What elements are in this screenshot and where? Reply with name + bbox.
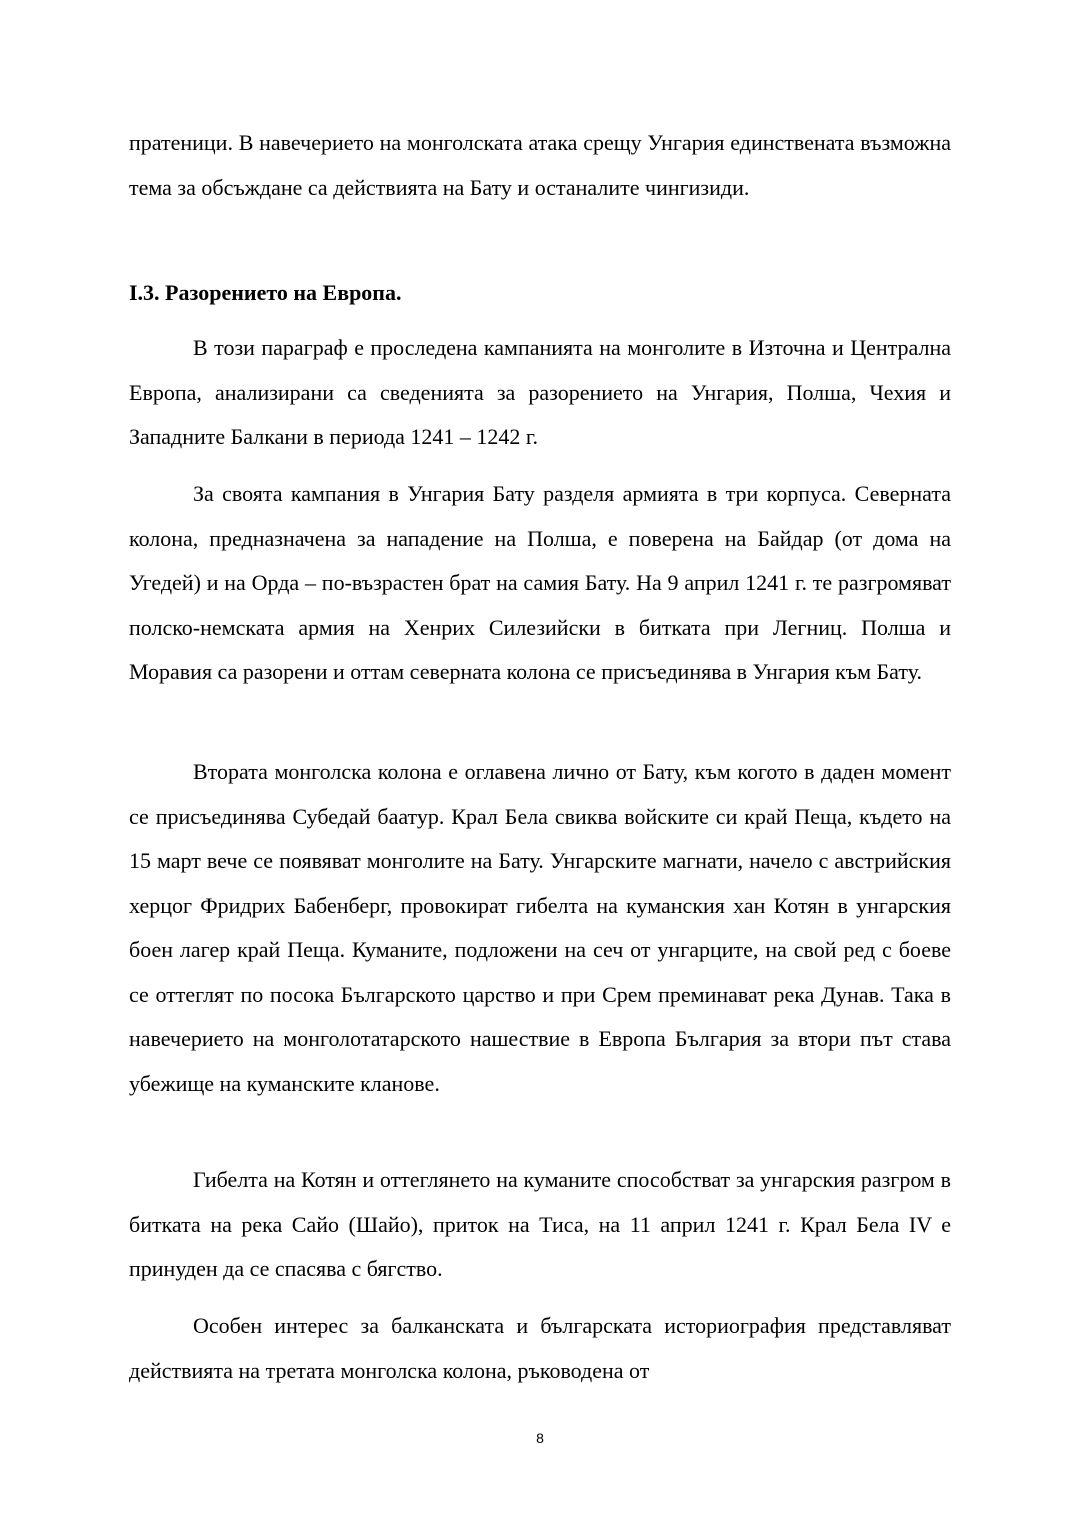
paragraph-third-column: Особен интерес за балканската и българската историография представляват действията на третата монголска колона, ръководена от — [129, 1313, 951, 1383]
paragraph-northern-column: За своята кампания в Унгария Бату разделя армията в три корпуса. Северната колона, предназначена за нападение на Полша, е поверена на Байдар (от дома на Угедей) и на Орда – по-възрастен брат на самия Бату. На 9 април 1241 г. те разгромяват полско-немската армия на Хенрих Силезийски в битката при Легниц. Полша и Моравия са разорени и оттам северната колона се присъединява в Унгария към Бату. — [129, 481, 951, 684]
paragraph-second-column: Втората монголска колона е оглавена лично от Бату, към когото в даден момент се присъединява Субедай баатур. Крал Бела свиква войските си край Пеща, където на 15 март вече се появяват монголите на Бату. Унгарските магнати, начело с австрийския херцог Фридрих Бабенберг, провокират гибелта на куманския хан Котян в унгарския боен лагер край Пеща. Куманите, подложени на сеч от унгарците, на свой ред с боеве се оттеглят по посока Българското царство и при Срем преминават река Дунав. Така в навечерието на монголотатарското нашествие в Европа България за втори път става убежище на куманските кланове. — [129, 759, 951, 1096]
section-heading: I.3. Разорението на Европа. — [129, 280, 402, 305]
page-number: 8 — [536, 1430, 544, 1446]
paragraph-continuation: пратеници. В навечерието на монголската атака срещу Унгария единствената възможна тема за обсъждане са действията на Бату и останалите чингизиди. — [129, 130, 951, 200]
paragraph-sajo-battle: Гибелта на Котян и оттеглянето на куманите способстват за унгарския разгром в битката на река Сайо (Шайо), приток на Тиса, на 11 април 1241 г. Крал Бела IV е принуден да се спасява с бягство. — [129, 1167, 951, 1281]
paragraph-section-intro: В този параграф е проследена кампанията на монголите в Източна и Централна Европа, анализирани са сведенията за разорението на Унгария, Полша, Чехия и Западните Балкани в периода 1241 – 1242 г. — [129, 335, 951, 449]
